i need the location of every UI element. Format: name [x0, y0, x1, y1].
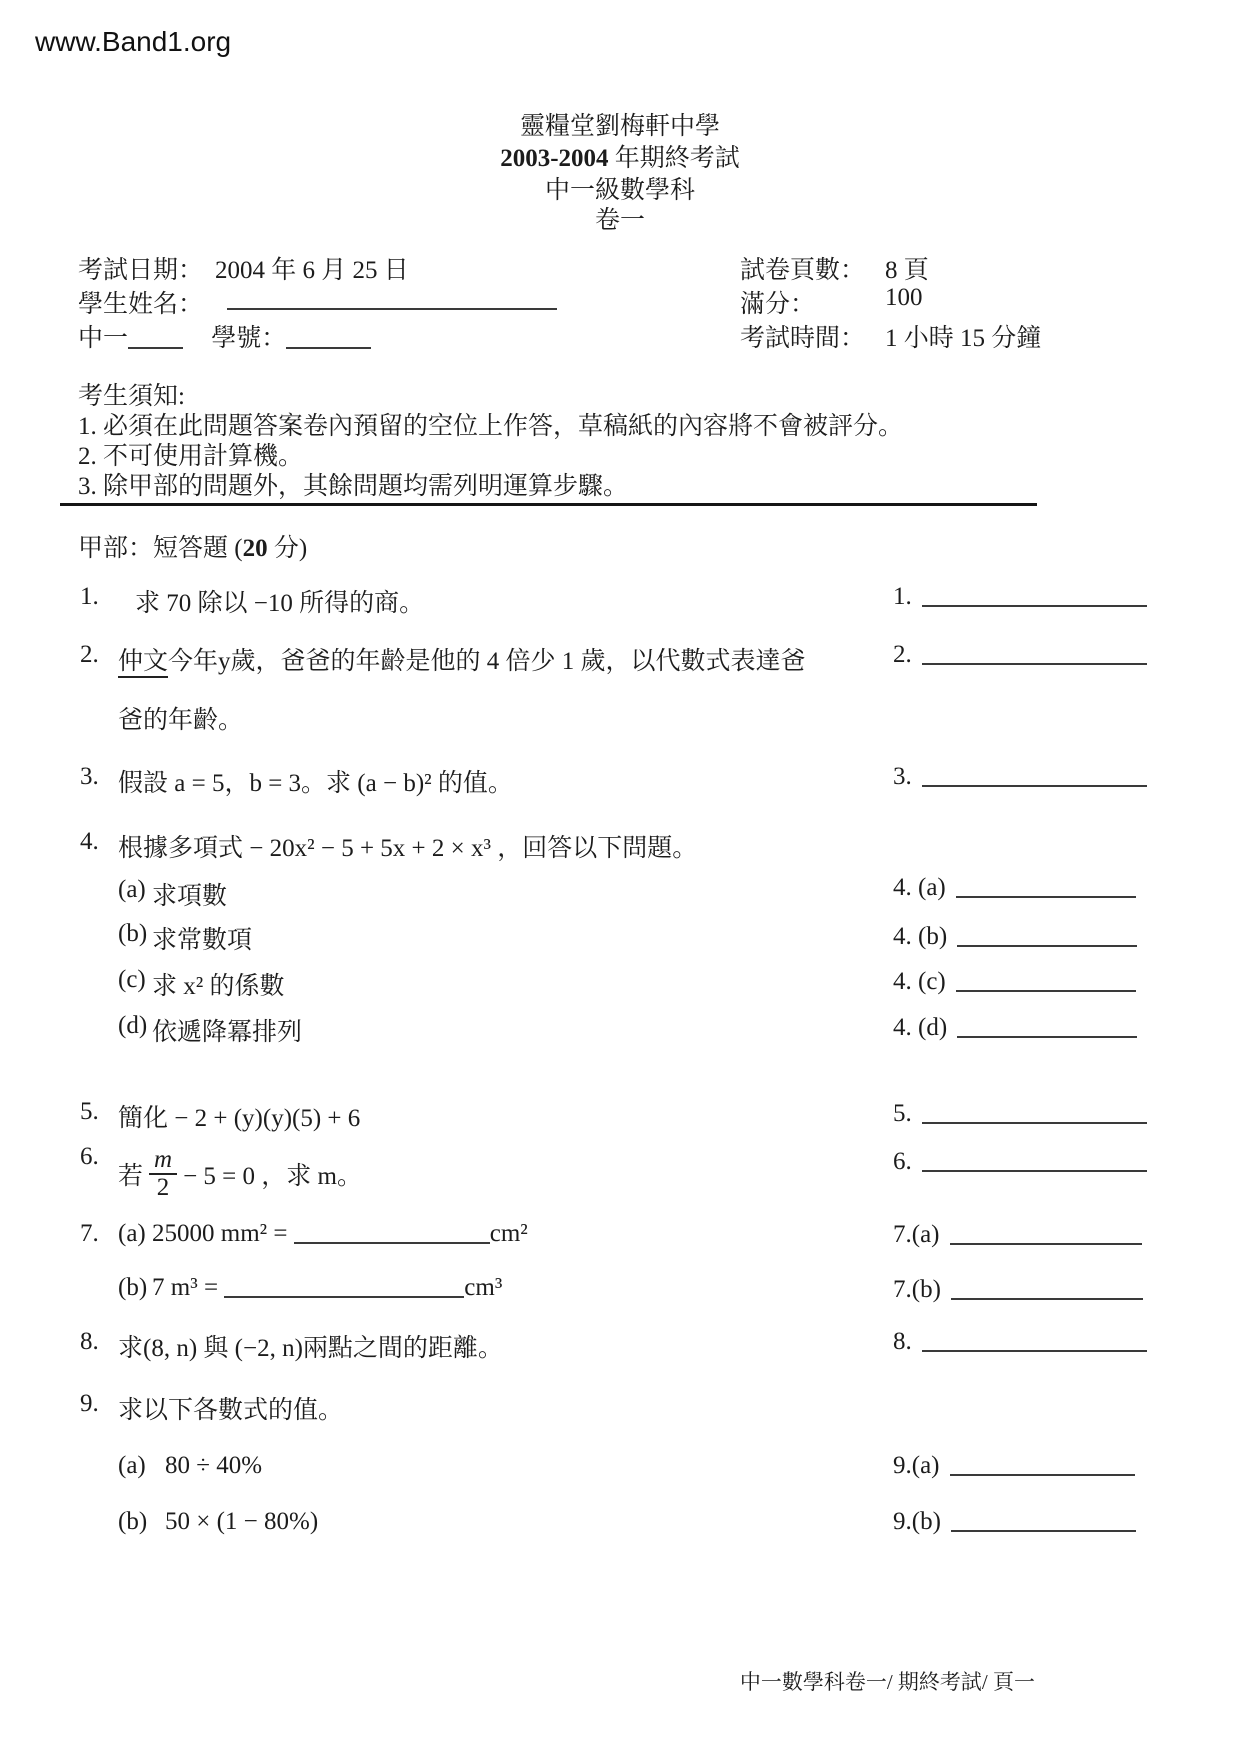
- q8-number: 8.: [80, 1328, 99, 1355]
- q5-text: [118, 1098, 360, 1134]
- answer-blank-5: [922, 1102, 1147, 1124]
- pages-value: 8 頁: [885, 257, 929, 284]
- q9b-label: (b): [118, 1508, 148, 1535]
- exam-session-title: [0, 138, 1240, 174]
- answer-label-7b: 7.(b): [893, 1276, 941, 1303]
- q4-text: [118, 828, 697, 864]
- answer-label-8: 8.: [893, 1328, 912, 1355]
- answer-blank-8: [922, 1330, 1147, 1352]
- paper-number: 卷一: [594, 207, 645, 234]
- answer-blank-3: [922, 765, 1147, 787]
- student-no-blank: [286, 327, 371, 349]
- q5-pre: 簡化: [118, 1105, 175, 1132]
- answer-blank-4a: [956, 876, 1136, 898]
- section-a-post: 分): [267, 535, 308, 562]
- answer-label-1: 1.: [893, 583, 912, 610]
- q6-pre: 若: [118, 1163, 144, 1190]
- answer-label-3: 3.: [893, 763, 912, 790]
- q2-number: 2.: [80, 641, 99, 668]
- q5-math: − 2 + (y)(y)(5) + 6: [174, 1105, 361, 1132]
- answer-blank-1: [922, 585, 1147, 607]
- q6-number: 6.: [80, 1143, 99, 1170]
- answer-blank-7b: [951, 1278, 1143, 1300]
- student-name-label: 學生姓名：: [78, 291, 204, 318]
- answer-label-9a: 9.(a): [893, 1452, 940, 1479]
- answer-blank-4b: [957, 925, 1137, 947]
- q7b-expression: 7 m³ =: [152, 1274, 225, 1301]
- class-blank: [128, 327, 183, 349]
- q9a-label: (a): [118, 1452, 146, 1479]
- answer-row-4b: [893, 923, 1137, 951]
- answer-blank-4c: [956, 970, 1136, 992]
- class-subject: 中一級數學科: [544, 177, 695, 204]
- q4-post: ，回答以下問題。: [491, 835, 698, 862]
- q6-fraction: [149, 1147, 177, 1202]
- q7b-label: (b): [118, 1274, 148, 1301]
- q7-number: 7.: [80, 1220, 99, 1247]
- q9a-text: 80 ÷ 40%: [165, 1452, 263, 1479]
- answer-label-9b: 9.(b): [893, 1508, 941, 1535]
- answer-row-5: [893, 1100, 1147, 1128]
- time-value: 1 小時 15 分鐘: [885, 325, 1042, 352]
- answer-row-9a: [893, 1452, 1135, 1480]
- answer-row-1: [893, 583, 1147, 611]
- q1-text: 求 70 除以 −10 所得的商。: [135, 590, 425, 617]
- q2-line1: [118, 641, 806, 677]
- q4a-label: (a): [118, 876, 146, 903]
- answer-blank-6: [922, 1150, 1147, 1172]
- answer-label-4b: 4. (b): [893, 923, 948, 950]
- exam-date-value: 2004 年 6 月 25 日: [215, 257, 409, 284]
- q2-underlined-name: 仲文: [118, 648, 168, 678]
- notice-item-3: 3. 除甲部的問題外，其餘問題均需列明運算步驟。: [78, 473, 629, 500]
- answer-blank-7a: [950, 1223, 1142, 1245]
- answer-blank-9b: [951, 1510, 1136, 1532]
- q6-fraction-denominator: 2: [156, 1174, 170, 1201]
- q4b-text: 求常數項: [152, 927, 253, 954]
- answer-row-7a: [893, 1221, 1142, 1249]
- q7a-text: [152, 1220, 528, 1248]
- notice-item-1: 1. 必須在此問題答案卷內預留的空位上作答，草稿紙的內容將不會被評分。: [78, 413, 904, 440]
- answer-row-4d: [893, 1014, 1137, 1042]
- answer-row-3: [893, 763, 1147, 791]
- q7b-blank: [224, 1276, 464, 1298]
- q5-number: 5.: [80, 1098, 99, 1125]
- q2-line1-rest: 今年y歲，爸爸的年齡是他的 4 倍少 1 歲，以代數式表達爸: [168, 648, 806, 675]
- q9-text: 求以下各數式的值。: [118, 1397, 344, 1424]
- q9-number: 9.: [80, 1390, 99, 1417]
- q3-post: 的值。: [431, 770, 513, 797]
- q4d-label: (d): [118, 1012, 148, 1039]
- time-label: 考試時間：: [740, 325, 866, 352]
- q6-fraction-numerator: m: [149, 1147, 177, 1175]
- section-a-marks: 20: [242, 535, 268, 562]
- answer-blank-9a: [950, 1454, 1135, 1476]
- answer-row-2: [893, 641, 1147, 669]
- q4b-label: (b): [118, 920, 148, 947]
- q4-pre: 根據多項式: [118, 835, 250, 862]
- section-a-heading: [78, 528, 307, 564]
- answer-label-6: 6.: [893, 1148, 912, 1175]
- q4-math: − 20x² − 5 + 5x + 2 × x³: [249, 835, 492, 862]
- q3-math: (a − b)²: [357, 770, 432, 797]
- student-no-label: 學號：: [211, 325, 287, 352]
- q4a-text: 求項數: [152, 883, 228, 910]
- answer-row-9b: [893, 1508, 1136, 1536]
- q7a-unit: cm²: [489, 1220, 528, 1247]
- answer-row-8: [893, 1328, 1147, 1356]
- q8-text: 求(8, n) 與 (−2, n)兩點之間的距離。: [118, 1335, 503, 1362]
- q4d-text: 依遞降冪排列: [152, 1019, 303, 1046]
- section-divider: [60, 503, 1037, 506]
- q7a-blank: [294, 1222, 490, 1244]
- answer-row-6: [893, 1148, 1147, 1176]
- q7a-label: (a): [118, 1220, 146, 1247]
- answer-label-2: 2.: [893, 641, 912, 668]
- school-name: 靈糧堂劉梅軒中學: [519, 113, 720, 140]
- answer-row-4a: [893, 874, 1136, 902]
- q3-pre: 假設 a = 5，b = 3。求: [118, 770, 358, 797]
- section-a-pre: 甲部：短答題 (: [78, 535, 243, 562]
- answer-blank-2: [922, 643, 1147, 665]
- q2-line2: 爸的年齡。: [118, 707, 244, 734]
- q1-number: 1.: [80, 583, 99, 610]
- answer-label-4a: 4. (a): [893, 874, 946, 901]
- answer-label-5: 5.: [893, 1100, 912, 1127]
- watermark-url: www.Band1.org: [35, 26, 232, 57]
- q7b-text: [152, 1274, 502, 1302]
- class-row: [78, 318, 371, 354]
- q6-text: [118, 1143, 362, 1205]
- q7a-expression: 25000 mm² =: [152, 1220, 294, 1247]
- q4-number: 4.: [80, 828, 99, 855]
- answer-blank-4d: [957, 1016, 1137, 1038]
- notice-item-2: 2. 不可使用計算機。: [78, 443, 304, 470]
- q4c-label: (c): [118, 966, 146, 993]
- q9b-text: 50 × (1 − 80%): [165, 1508, 319, 1535]
- answer-label-7a: 7.(a): [893, 1221, 940, 1248]
- q6-post: − 5 = 0 ，求 m。: [183, 1163, 362, 1190]
- page-footer: 中一數學科卷一/ 期終考試/ 頁一: [739, 1670, 1035, 1694]
- answer-label-4c: 4. (c): [893, 968, 946, 995]
- answer-row-4c: [893, 968, 1136, 996]
- full-marks-label: 滿分：: [740, 291, 816, 318]
- full-marks-value: 100: [885, 284, 923, 311]
- answer-row-7b: [893, 1276, 1143, 1304]
- q3-text: [118, 763, 513, 799]
- q3-number: 3.: [80, 763, 99, 790]
- q4c-text: 求 x² 的係數: [152, 973, 285, 1000]
- q7b-unit: cm³: [464, 1274, 503, 1301]
- notices-title: 考生須知:: [78, 383, 185, 410]
- pages-label: 試卷頁數：: [740, 257, 866, 284]
- student-name-blank: [227, 288, 557, 310]
- exam-year: 2003-2004: [500, 145, 609, 172]
- exam-session-suffix: 年期終考試: [608, 145, 740, 172]
- exam-date-label: 考試日期：: [78, 257, 204, 284]
- class-label: 中一: [78, 325, 129, 352]
- answer-label-4d: 4. (d): [893, 1014, 948, 1041]
